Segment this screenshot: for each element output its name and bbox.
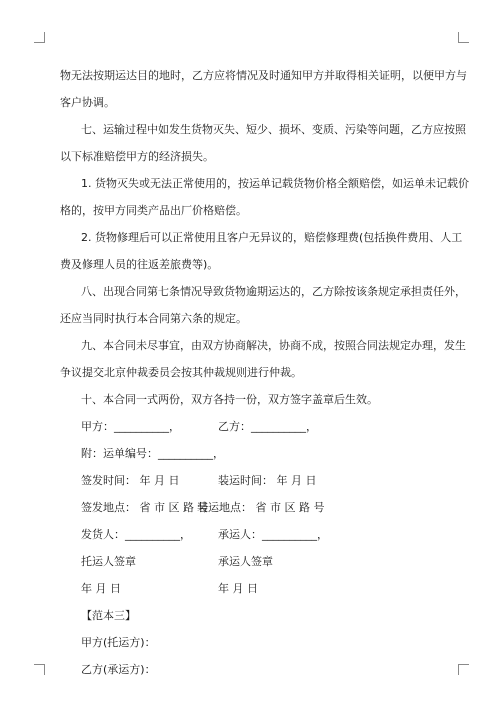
sample-party-b: 乙方(承运方)： — [81, 663, 156, 676]
loading-time-field: 装运时间： 年 月 日 — [218, 474, 317, 487]
sample-heading: 【范本三】 — [81, 609, 136, 622]
paragraph-line: 客户协调。 — [60, 96, 115, 109]
clause-seven-item-1: 1. 货物灭失或无法正常使用的，按运单记载货物价格全额赔偿，如运单未记载价 — [81, 177, 469, 190]
parties-row — [60, 413, 444, 440]
paragraph-line: 争议提交北京仲裁委员会按其仲裁规则进行仲裁。 — [60, 366, 302, 379]
date-right: 年 月 日 — [218, 582, 258, 595]
loading-place-field: 装运地点： 省 市 区 路 号 — [197, 501, 325, 514]
paragraph-line: 物无法按期运达目的地时，乙方应将情况及时通知甲方并取得相关证明，以便甲方与 — [60, 69, 467, 82]
consignor-seal-label: 托运人签章 — [81, 555, 136, 568]
date-row — [60, 575, 444, 602]
shipper-field: 发货人：__________， — [81, 528, 191, 541]
dispatch-place-field: 签发地点： 省 市 区 路 号 — [81, 501, 209, 514]
sample-party-a: 甲方(托运方)： — [81, 636, 156, 649]
carrier-seal-label: 承运人签章 — [218, 555, 273, 568]
seal-row — [60, 548, 444, 575]
date-left: 年 月 日 — [81, 582, 121, 595]
clause-nine: 九、本合同未尽事宜，由双方协商解决，协商不成，按照合同法规定办理，发生 — [81, 339, 466, 352]
clause-seven: 七、运输过程中如发生货物灭失、短少、损坏、变质、污染等问题，乙方应按照 — [81, 123, 466, 136]
paragraph-line: 格的，按甲方同类产品出厂价格赔偿。 — [60, 204, 247, 217]
crop-mark-top-left — [34, 32, 45, 43]
clause-seven-item-2: 2. 货物修理后可以正常使用且客户无异议的，赔偿修理费(包括换件费用、人工 — [81, 231, 463, 244]
clause-eight: 八、出现合同第七条情况导致货物逾期运达的，乙方除按该条规定承担责任外， — [81, 285, 466, 298]
paragraph-line: 以下标准赔偿甲方的经济损失。 — [60, 150, 214, 163]
people-row — [60, 521, 444, 548]
crop-mark-bottom-left — [34, 664, 45, 675]
crop-mark-top-right — [458, 32, 469, 43]
clause-ten: 十、本合同一式两份，双方各持一份，双方签字盖章后生效。 — [81, 393, 378, 406]
paragraph-line: 还应当同时执行本合同第六条的规定。 — [60, 312, 247, 325]
place-row — [60, 494, 444, 521]
party-b-field: 乙方：__________， — [218, 420, 317, 433]
carrier-field: 承运人：__________， — [218, 528, 328, 541]
dispatch-time-field: 签发时间： 年 月 日 — [81, 474, 180, 487]
crop-mark-bottom-right — [458, 664, 469, 675]
time-row — [60, 467, 444, 494]
paragraph-line: 费及修理人员的往返差旅费等)。 — [60, 258, 219, 271]
document-page — [60, 62, 469, 683]
waybill-number-field: 附：运单编号：__________， — [81, 447, 224, 460]
party-a-field: 甲方：__________， — [81, 420, 180, 433]
